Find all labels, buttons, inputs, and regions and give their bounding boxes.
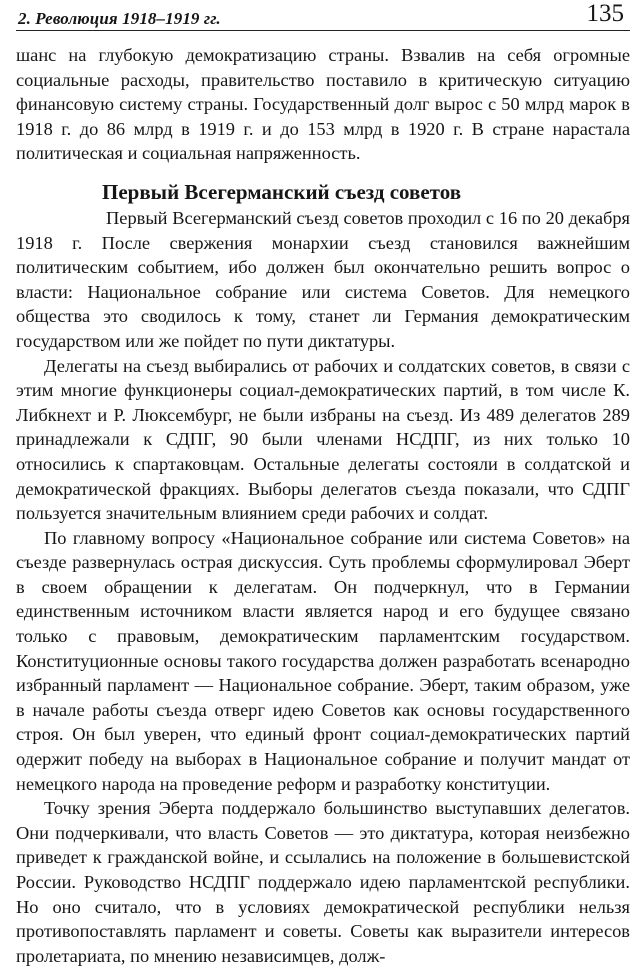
section-paragraph-3: По главному вопросу «Национальное собрание или система Советов» на съезде развернулась острая дискуссия. Суть проблемы сформулировал Эберт в своем обращении к делегатам. Он подчеркнул, что в Германии единственным источником власти является народ и его будущее связано только с правовым, демократическим парламентским государством. Конституционные основы такого государства должен разработать всенародно избранный парламент — Национальное собрание. Эберт, таким образом, уже в начале работы съезда отверг идею Советов как основы государственного строя. Он был уверен, что единый фронт социал-демократических партий одержит победу на выборах в Национальное собрание и получит мандат от немецкого народа на проведение реформ и разработку конституции.: [16, 527, 630, 794]
section-heading: Первый Всегерманский съезд советов: [102, 179, 462, 204]
running-header: [16, 0, 630, 31]
page-number: 135: [586, 0, 624, 27]
section-paragraph-4: Точку зрения Эберта поддержало большинство выступавших делегатов. Они подчеркивали, что власть Советов — это диктатура, которая неизбежно приведет к гражданской войне, и ссылались на положение в большевистской России. Руководство НСДПГ поддержало идею парламентской республики. Но оно считало, что в условиях демократической республики нельзя противопоставлять парламент и советы. Советы как выразители интересов пролетариата, по мнению независимцев, долж-: [16, 798, 630, 966]
section-paragraph-1: Первый Всегерманский съезд советов проходил с 16 по 20 декабря 1918 г. После свержения монархии съезд становился важнейшим политическим событием, ибо должен был окончательно решить вопрос о власти: Национальное собрание или система Советов. Для немецкого общества это сводилось к тому, станет ли Германия демократическим государством или же пойдет по пути диктатуры.: [16, 207, 630, 351]
intro-paragraph: шанс на глубокую демократизацию страны. Взвалив на себя огромные социальные расходы, правительство поставило в критическую ситуацию финансовую систему страны. Государственный долг вырос с 50 млрд марок в 1918 г. до 86 млрд в 1919 г. и до 153 млрд в 1920 г. В стране нарастала политическая и социальная напряженность.: [16, 45, 630, 164]
book-page: [16, 0, 630, 977]
chapter-title: 2. Революция 1918–1919 гг.: [18, 9, 221, 28]
body-text: [16, 43, 630, 968]
section-paragraph-2: Делегаты на съезд выбирались от рабочих и солдатских советов, в связи с этим многие функционеры социал-демократических партий, в том числе К. Либкнехт и Р. Люксембург, не были избраны на съезд. Из 489 делегатов 289 принадлежали к СДПГ, 90 были членами НСДПГ, из них только 10 относились к спартаковцам. Остальные делегаты состояли в солдатской и демократической фракциях. Выборы делегатов съезда показали, что СДПГ пользуется значительным влиянием среди рабочих и солдат.: [16, 355, 630, 524]
